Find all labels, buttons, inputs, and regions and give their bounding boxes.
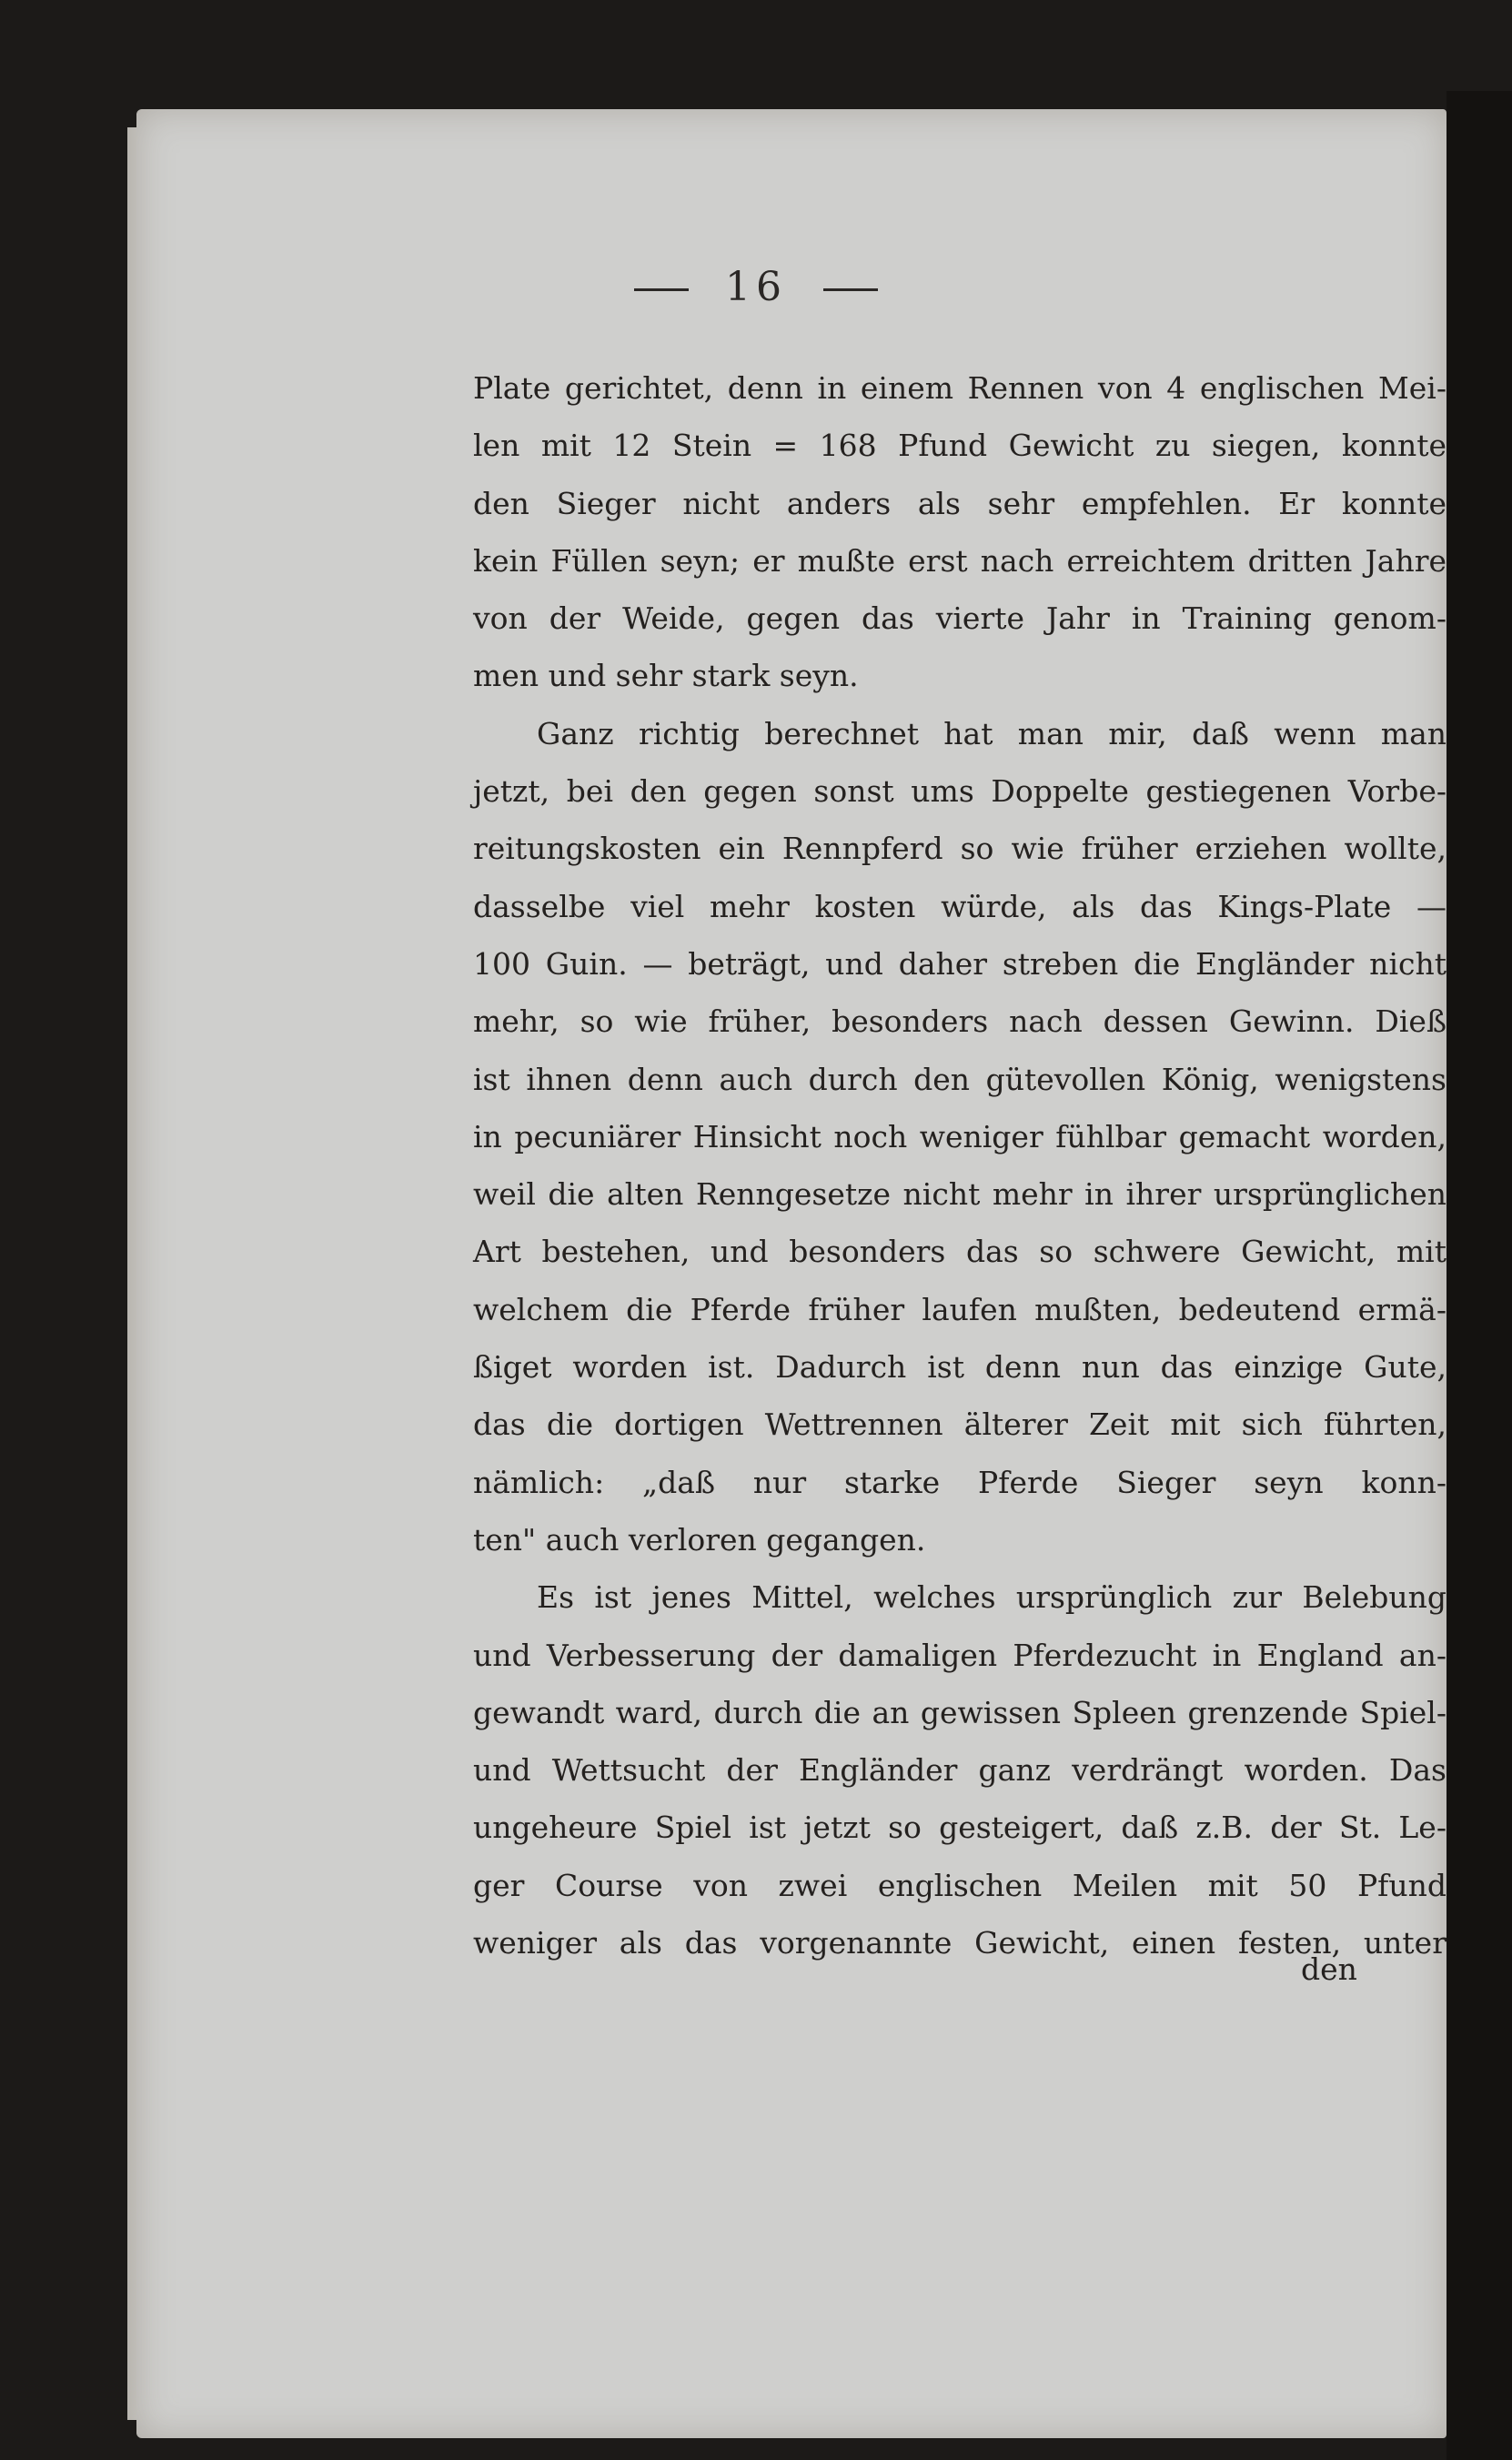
text-line: gewandt ward, durch die an gewissen Spleen grenzende Spiel- bbox=[473, 1694, 1446, 1730]
text-line: men und sehr stark seyn. bbox=[473, 658, 859, 694]
text-line: in pecuniärer Hinsicht noch weniger fühlbar gemacht worden, bbox=[473, 1118, 1446, 1154]
text-line: Art bestehen, und besonders das so schwere Gewicht, mit bbox=[473, 1234, 1446, 1270]
header-dash-right bbox=[823, 288, 878, 291]
text-line: kein Füllen seyn; er mußte erst nach erreichtem dritten Jahre bbox=[473, 542, 1446, 579]
text-line: 100 Guin. — beträgt, und daher streben die Engländer nicht bbox=[473, 945, 1446, 982]
page-header bbox=[0, 264, 1512, 310]
header-dash-left bbox=[634, 288, 689, 291]
text-line: reitungskosten ein Rennpferd so wie früher erziehen wollte, bbox=[473, 831, 1446, 867]
text-line: ger Course von zwei englischen Meilen mit 50 Pfund bbox=[473, 1867, 1446, 1903]
text-line: mehr, so wie früher, besonders nach dessen Gewinn. Dieß bbox=[473, 1003, 1446, 1040]
text-line: ungeheure Spiel ist jetzt so gesteigert, daß z.B. der St. Le- bbox=[473, 1810, 1446, 1846]
page-number: 16 bbox=[725, 264, 787, 310]
text-line: welchem die Pferde früher laufen mußten, bedeutend ermä- bbox=[473, 1291, 1446, 1327]
text-line: Plate gerichtet, denn in einem Rennen von 4 englischen Mei- bbox=[473, 370, 1446, 406]
body-text bbox=[473, 359, 1446, 1971]
text-line: dasselbe viel mehr kosten würde, als das Kings-Plate — bbox=[473, 888, 1446, 924]
text-line: nämlich: „daß nur starke Pferde Sieger seyn konn- bbox=[473, 1464, 1446, 1500]
text-line: ßiget worden ist. Dadurch ist denn nun das einzige Gute, bbox=[473, 1349, 1446, 1386]
text-line: und Verbesserung der damaligen Pferdezucht in England an- bbox=[473, 1637, 1446, 1673]
gutter-shadow bbox=[1446, 91, 1512, 2460]
text-line: Ganz richtig berechnet hat man mir, daß wenn man bbox=[537, 715, 1446, 751]
text-line: len mit 12 Stein = 168 Pfund Gewicht zu siegen, konnte bbox=[473, 428, 1446, 464]
text-line: Es ist jenes Mittel, welches ursprünglich zur Belebung bbox=[537, 1579, 1446, 1616]
text-line: weniger als das vorgenannte Gewicht, einen festen, unter bbox=[473, 1925, 1446, 1961]
text-line: ist ihnen denn auch durch den gütevollen König, wenigstens bbox=[473, 1061, 1446, 1097]
text-line: weil die alten Renngesetze nicht mehr in ihrer ursprünglichen bbox=[473, 1176, 1446, 1213]
text-line: das die dortigen Wettrennen älterer Zeit mit sich führten, bbox=[473, 1406, 1446, 1443]
text-line: und Wettsucht der Engländer ganz verdrängt worden. Das bbox=[473, 1752, 1446, 1789]
text-line: von der Weide, gegen das vierte Jahr in Training genom- bbox=[473, 600, 1446, 637]
text-line: jetzt, bei den gegen sonst ums Doppelte gestiegenen Vorbe- bbox=[473, 773, 1446, 810]
text-line: den Sieger nicht anders als sehr empfehlen. Er konnte bbox=[473, 485, 1446, 521]
text-line: ten" auch verloren gegangen. bbox=[473, 1521, 926, 1558]
catchword: den bbox=[1301, 1951, 1357, 1987]
